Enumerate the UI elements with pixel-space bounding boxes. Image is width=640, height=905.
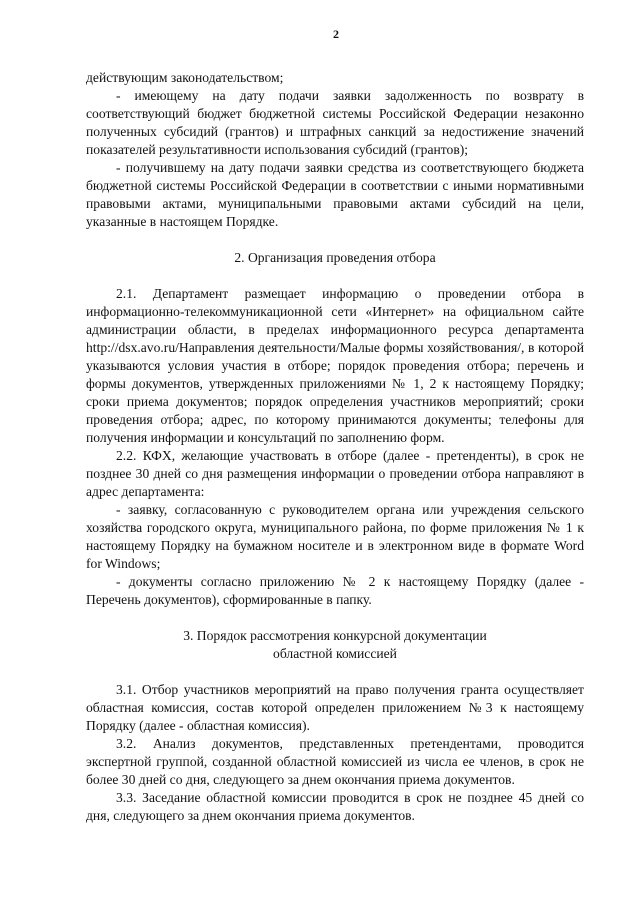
section-3-heading [86,627,584,663]
paragraph-2-2: 2.2. КФХ, желающие участвовать в отборе (далее - претенденты), в срок не позднее 30 дней со дня размещения информации о проведении отбора направляют в адрес департамента: [86,448,584,499]
section-2-heading: 2. Организация проведения отбора [234,250,436,265]
paragraph-2-1: 2.1. Департамент размещает информацию о проведении отбора в информационно-телекоммуникационной сети «Интернет» на официальном сайте администрации области, в пределах информационного ресурса департамента http://dsx.avo.ru/Направления деятельности/Малые формы хозяйствования/, в которой указываются условия участия в отборе; порядок проведения отбора; перечень и формы документов, утвержденных приложениями № 1, 2 к настоящему Порядку; сроки приема документов; порядок определения участников мероприятий; сроки проведения отбора; адрес, по которому принимаются документы; телефоны для получения информации и консультаций по заполнению форм. [86,286,584,445]
paragraph-documents: - документы согласно приложению № 2 к настоящему Порядку (далее - Перечень документов), сформированные в папку. [86,574,584,607]
paragraph-intro-tail: действующим законодательством; [86,70,284,85]
section-3-heading-line-1: 3. Порядок рассмотрения конкурсной документации [183,628,487,643]
paragraph-3-3: 3.3. Заседание областной комиссии проводится в срок не позднее 45 дней со дня, следующего за днем окончания приема документов. [86,790,584,823]
paragraph-received-funds: - получившему на дату подачи заявки средства из соответствующего бюджета бюджетной системы Российской Федерации в соответствии с иными нормативными правовыми актами, муниципальными правовыми актами субсидий на цели, указанные в настоящем Порядке. [86,160,584,229]
section-3-heading-line-2: областной комиссией [273,646,397,661]
paragraph-3-1: 3.1. Отбор участников мероприятий на право получения гранта осуществляет областная комиссия, состав которой определен приложением №3 к настоящему Порядку (далее - областная комиссия). [86,682,584,733]
paragraph-3-2: 3.2. Анализ документов, представленных претендентами, проводится экспертной группой, созданной областной комиссией из числа ее членов, в срок не более 30 дней со дня, следующего за днем окончания приема документов. [86,736,584,787]
page-number: 2 [333,27,339,41]
paragraph-debt: - имеющему на дату подачи заявки задолженность по возврату в соответствующий бюджет бюджетной системы Российской Федерации незаконно полученных субсидий (грантов) и штрафных санкций за недостижение значений показателей результативности использования субсидий (грантов); [86,88,584,157]
paragraph-application: - заявку, согласованную с руководителем органа или учреждения сельского хозяйства городского округа, муниципального района, по форме приложения № 1 к настоящему Порядку на бумажном носителе и в электронном виде в формате Word for Windows; [86,502,584,571]
